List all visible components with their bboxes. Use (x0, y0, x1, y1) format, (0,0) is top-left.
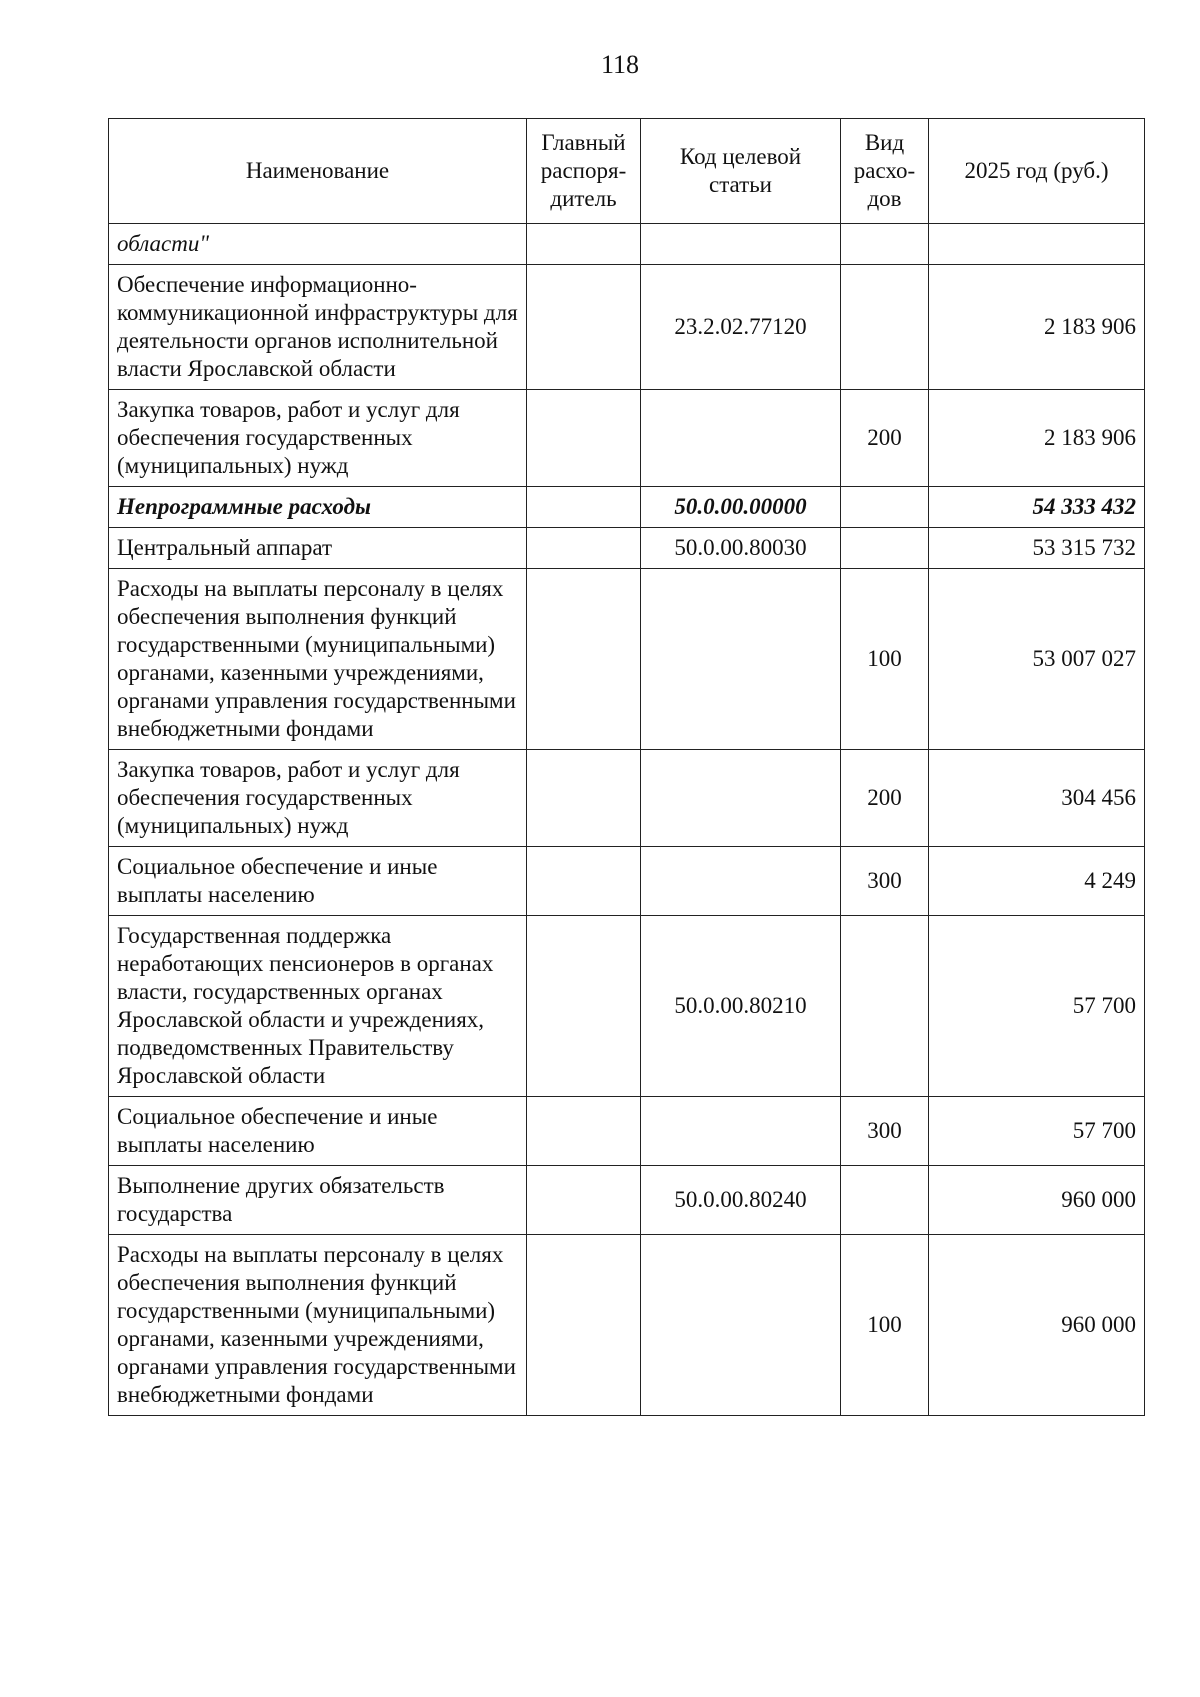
row-amount: 54 333 432 (929, 487, 1145, 528)
row-administrator (527, 1235, 641, 1416)
row-administrator (527, 1097, 641, 1166)
row-administrator (527, 916, 641, 1097)
row-kind (841, 265, 929, 390)
row-code (641, 1097, 841, 1166)
table-row (109, 1097, 1145, 1166)
row-administrator (527, 750, 641, 847)
row-administrator (527, 569, 641, 750)
row-kind (841, 528, 929, 569)
table-row (109, 224, 1145, 265)
table-row (109, 916, 1145, 1097)
row-code (641, 569, 841, 750)
row-kind (841, 224, 929, 265)
row-name: Закупка товаров, работ и услуг для обеспечения государственных (муниципальных) нужд (109, 390, 527, 487)
row-administrator (527, 487, 641, 528)
row-name: Непрограммные расходы (109, 487, 527, 528)
row-name: Закупка товаров, работ и услуг для обеспечения государственных (муниципальных) нужд (109, 750, 527, 847)
row-kind (841, 916, 929, 1097)
column-header-name: Наименование (109, 119, 527, 224)
page-number: 118 (600, 50, 640, 79)
row-name: Обеспечение информационно-коммуникационной инфраструктуры для деятельности органов исполнительной власти Ярославской области (109, 265, 527, 390)
row-name: Центральный аппарат (109, 528, 527, 569)
table-row (109, 847, 1145, 916)
row-administrator (527, 1166, 641, 1235)
table-row (109, 1166, 1145, 1235)
row-kind: 100 (841, 569, 929, 750)
row-name: Расходы на выплаты персоналу в целях обеспечения выполнения функций государственными (муниципальными) органами, казенными учреждениями, органами управления государственными внебюджетными фондами (109, 1235, 527, 1416)
row-amount: 57 700 (929, 1097, 1145, 1166)
row-name: Социальное обеспечение и иные выплаты населению (109, 847, 527, 916)
budget-table (108, 118, 1145, 1416)
row-name: Расходы на выплаты персоналу в целях обеспечения выполнения функций государственными (муниципальными) органами, казенными учреждениями, органами управления государственными внебюджетными фондами (109, 569, 527, 750)
row-kind (841, 487, 929, 528)
row-administrator (527, 528, 641, 569)
row-administrator (527, 265, 641, 390)
row-name: Выполнение других обязательств государства (109, 1166, 527, 1235)
row-name: Социальное обеспечение и иные выплаты населению (109, 1097, 527, 1166)
row-amount: 960 000 (929, 1235, 1145, 1416)
row-amount: 960 000 (929, 1166, 1145, 1235)
row-code: 50.0.00.00000 (641, 487, 841, 528)
row-code: 23.2.02.77120 (641, 265, 841, 390)
row-amount (929, 224, 1145, 265)
column-header-administrator: Главный распоря-дитель (527, 119, 641, 224)
table-row (109, 265, 1145, 390)
row-amount: 2 183 906 (929, 390, 1145, 487)
row-code (641, 224, 841, 265)
table-header-row (109, 119, 1145, 224)
row-kind: 100 (841, 1235, 929, 1416)
row-amount: 57 700 (929, 916, 1145, 1097)
row-kind: 200 (841, 750, 929, 847)
row-code (641, 390, 841, 487)
table-row (109, 1235, 1145, 1416)
table-row (109, 487, 1145, 528)
column-header-amount: 2025 год (руб.) (929, 119, 1145, 224)
column-header-code: Код целевой статьи (641, 119, 841, 224)
row-code: 50.0.00.80210 (641, 916, 841, 1097)
table-row (109, 390, 1145, 487)
row-amount: 2 183 906 (929, 265, 1145, 390)
column-header-kind: Вид расхо-дов (841, 119, 929, 224)
row-kind (841, 1166, 929, 1235)
row-kind: 300 (841, 847, 929, 916)
row-name: области" (109, 224, 527, 265)
row-administrator (527, 224, 641, 265)
row-code: 50.0.00.80240 (641, 1166, 841, 1235)
row-amount: 4 249 (929, 847, 1145, 916)
row-code: 50.0.00.80030 (641, 528, 841, 569)
row-code (641, 847, 841, 916)
row-code (641, 1235, 841, 1416)
row-kind: 200 (841, 390, 929, 487)
row-amount: 53 315 732 (929, 528, 1145, 569)
row-amount: 53 007 027 (929, 569, 1145, 750)
row-amount: 304 456 (929, 750, 1145, 847)
row-code (641, 750, 841, 847)
table-row (109, 750, 1145, 847)
row-name: Государственная поддержка неработающих пенсионеров в органах власти, государственных органах Ярославской области и учреждениях, подведомственных Правительству Ярославской области (109, 916, 527, 1097)
table-row (109, 569, 1145, 750)
row-kind: 300 (841, 1097, 929, 1166)
row-administrator (527, 390, 641, 487)
row-administrator (527, 847, 641, 916)
table-row (109, 528, 1145, 569)
